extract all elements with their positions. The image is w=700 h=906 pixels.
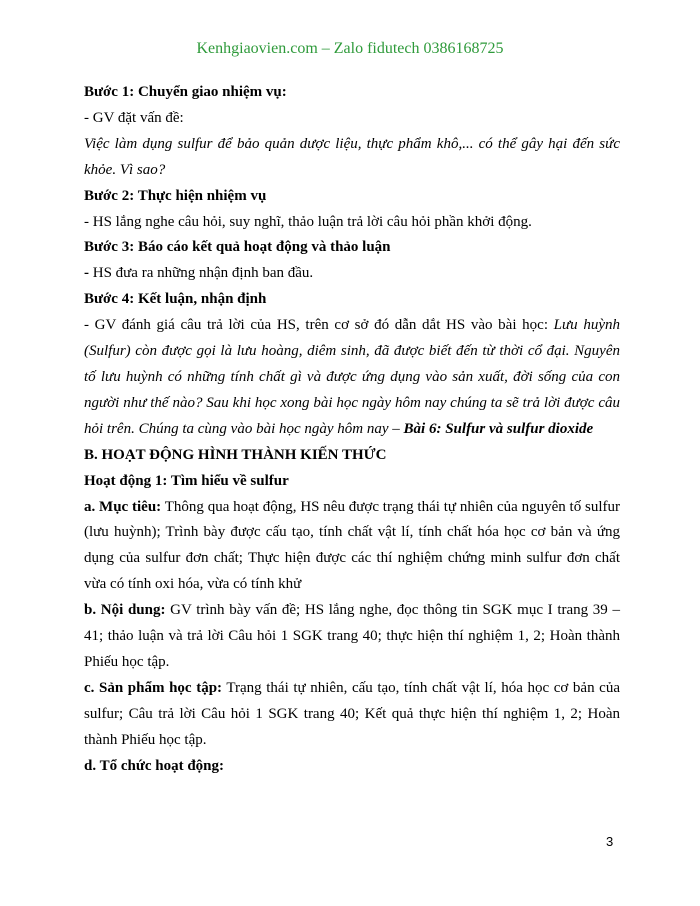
product-text: Trạng thái tự nhiên, cấu tạo, tính chất vật lí, hóa học cơ bản của sulfur; Câu trả lời Câu hỏi 1 SGK trang 40; Kết quả thực hiện thí nghiệm 1, 2; Hoàn thành Phiếu học tập. (84, 679, 620, 748)
product-paragraph (84, 676, 620, 754)
section-b-heading: B. HOẠT ĐỘNG HÌNH THÀNH KIẾN THỨC (84, 446, 387, 463)
product-label: c. Sản phẩm học tập: (84, 679, 223, 696)
step3-dash: - (84, 265, 89, 282)
page-number: 3 (606, 834, 614, 849)
step4-heading: Bước 4: Kết luận, nhận định (84, 291, 267, 308)
site-link[interactable]: Kenhgiaovien.com (196, 40, 318, 57)
header-dash: – (317, 40, 334, 57)
page-header (0, 40, 700, 58)
step4-intro: - GV đánh giá câu trả lời của HS, trên cơ sở đó dẫn dắt HS vào bài học: (84, 317, 554, 334)
step1-heading: Bước 1: Chuyển giao nhiệm vụ: (84, 84, 287, 100)
activity1-heading: Hoạt động 1: Tìm hiểu về sulfur (84, 472, 289, 489)
organization-heading: d. Tổ chức hoạt động: (84, 757, 225, 774)
objective-label: a. Mục tiêu: (84, 498, 162, 515)
step3-text: HS đưa ra những nhận định ban đầu. (89, 265, 314, 282)
step4-paragraph (84, 313, 620, 443)
zalo-contact[interactable]: Zalo fidutech 0386168725 (333, 40, 504, 57)
objective-paragraph (84, 495, 620, 599)
step2-heading: Bước 2: Thực hiện nhiệm vụ (84, 187, 267, 204)
step1-question: Việc làm dụng sulfur để bảo quản dược liệu, thực phẩm khô,... có thể gây hại đến sức khỏe. Vì sao? (84, 135, 620, 178)
objective-text: Thông qua hoạt động, HS nêu được trạng thái tự nhiên của nguyên tố sulfur (lưu huỳnh); Trình bày được cấu tạo, tính chất vật lí, tính chất hóa học cơ bản và ứng dụng của sulfur đơn chất; Thực hiện được các thí nghiệm chứng minh sulfur đơn chất vừa có tính oxi hóa, vừa có tính khử (84, 498, 620, 593)
step3-line (84, 261, 620, 287)
document-body (84, 80, 620, 779)
step3-heading: Bước 3: Báo cáo kết quả hoạt động và thảo luận (84, 239, 391, 256)
lesson-title: Bài 6: Sulfur và sulfur dioxide (403, 420, 594, 437)
content-label: b. Nội dung: (84, 602, 166, 619)
step4-italic: Lưu huỳnh (Sulfur) còn được gọi là lưu hoàng, diêm sinh, đã được biết đến từ thời cổ đại. Nguyên tố lưu huỳnh có những tính chất gì và được ứng dụng vào sản xuất, đời sống của con người như thế nào? Sau khi học xong bài học ngày hôm nay chúng ta sẽ trả lời được câu hỏi trên. Chúng ta cùng vào bài học ngày hôm nay – (84, 317, 620, 437)
content-text: GV trình bày vấn đề; HS lắng nghe, đọc thông tin SGK mục I trang 39 – 41; thảo luận và trả lời Câu hỏi 1 SGK trang 40; thực hiện thí nghiệm 1, 2; Hoàn thành Phiếu học tập. (84, 602, 620, 670)
step1-line: - GV đặt vấn đề: (84, 109, 184, 126)
step2-line: - HS lắng nghe câu hỏi, suy nghĩ, thảo luận trả lời câu hỏi phần khởi động. (84, 213, 532, 230)
content-paragraph (84, 598, 620, 676)
